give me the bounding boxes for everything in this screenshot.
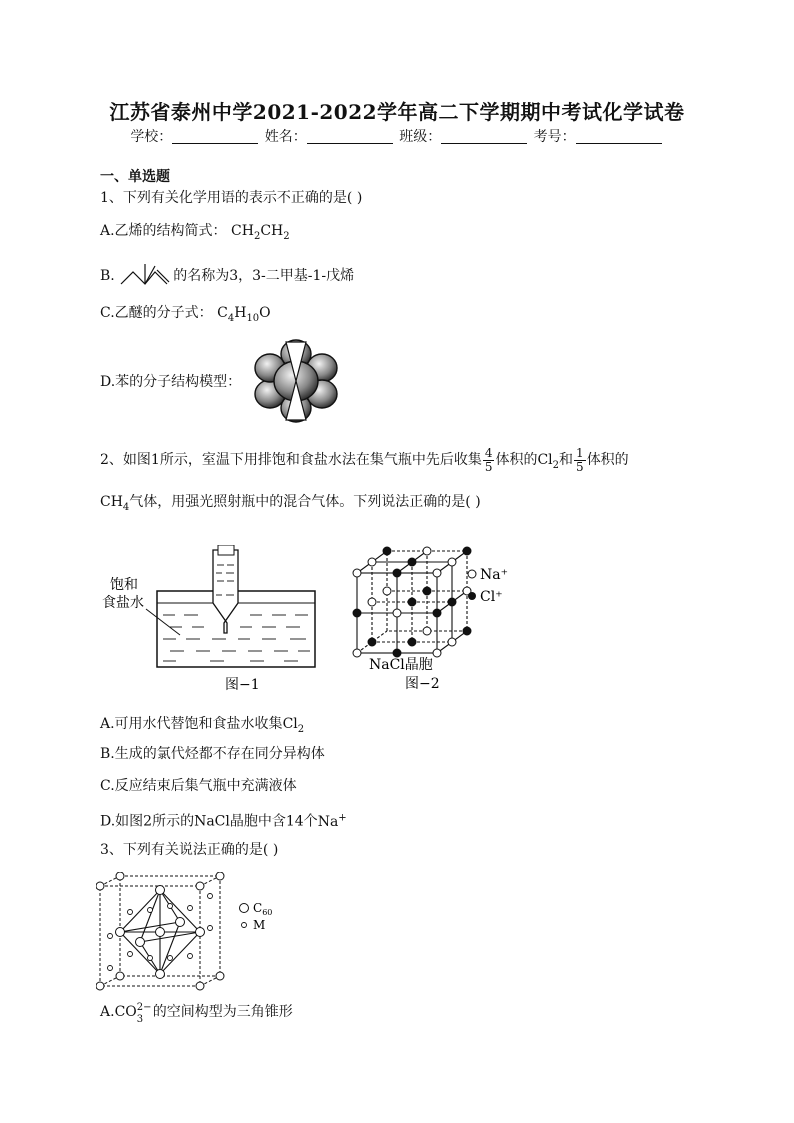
chlorine-formula: $Cl_2$	[537, 452, 560, 471]
class-label: 班级：	[399, 129, 442, 145]
benzene-model-icon	[250, 338, 342, 424]
exam-number-blank	[576, 129, 662, 144]
exam-title: 江苏省泰州中学2021-2022学年高二下学期期中考试化学试卷	[109, 100, 685, 124]
q2-option-c: C.反应结束后集气瓶中充满液体	[100, 778, 297, 794]
q2-stem-line2: $CH_4$气体，用强光照射瓶中的混合气体。下列说法正确的是( )	[100, 494, 481, 513]
figure-2-nacl-cell	[345, 543, 520, 693]
class-blank	[441, 129, 527, 144]
q2-option-d: D.如图2所示的NaCl晶胞中含14个Na+	[100, 812, 347, 830]
cl-legend-label: Cl⁺	[480, 589, 503, 605]
q2-stem-line1: 2、如图1所示，室温下用排饱和食盐水法在集气瓶中先后收集 $\frac{4}{5}$ 体积的$Cl_2$和 $\frac{1}{5}$ 体积的	[100, 445, 629, 474]
name-blank	[307, 129, 393, 144]
ether-formula: $C_4H_{10}O$	[217, 305, 271, 324]
q1-option-d: D.苯的分子结构模型：	[100, 374, 242, 390]
figure-1-gas-collection	[100, 545, 325, 695]
school-blank	[172, 129, 258, 144]
fig1-label-line1: 饱和	[110, 577, 138, 593]
fig1-label-line2: 食盐水	[102, 595, 144, 611]
carbonate-ion: CO 2− 3	[114, 1002, 152, 1025]
fraction-one-fifth: $\frac{1}{5}$	[576, 445, 584, 474]
q1-stem: 1、下列有关化学用语的表示不正确的是( )	[100, 190, 363, 206]
fraction-four-fifths: $\frac{4}{5}$	[484, 445, 493, 474]
sodium-ion: Na+	[317, 812, 347, 830]
q2-option-a: A.可用水代替饱和食盐水收集$Cl_2$	[100, 716, 305, 735]
na-legend-label: Na⁺	[480, 567, 508, 583]
m-legend-marker	[242, 923, 247, 928]
q1-option-a: A.乙烯的结构简式： $CH_2CH_2$	[100, 223, 290, 242]
fig2-label: NaCl晶胞	[369, 657, 433, 673]
q3-crystal-structure	[96, 872, 286, 992]
chlorine-formula-a: $Cl_2$	[282, 716, 305, 735]
q2-option-b: B.生成的氯代烃都不存在同分异构体	[100, 746, 325, 762]
skeletal-structure-icon	[119, 262, 173, 288]
q3-option-a: A.CO 2− 3 的空间构型为三角锥形	[100, 1002, 293, 1025]
c60-legend-marker	[240, 904, 249, 913]
section-title: 一、单选题	[100, 169, 170, 185]
na-legend-marker	[468, 570, 476, 578]
ethylene-formula: $CH_2CH_2$	[231, 223, 290, 242]
m-legend-label: M	[253, 918, 266, 932]
q3-stem: 3、下列有关说法正确的是( )	[100, 842, 279, 858]
cl-legend-marker	[468, 592, 476, 600]
name-label: 姓名：	[264, 129, 307, 145]
fig2-caption: 图−2	[405, 676, 440, 692]
fig1-caption: 图−1	[225, 677, 260, 693]
student-info-line	[0, 126, 794, 146]
school-label: 学校：	[130, 129, 173, 145]
q1-option-b: B. 的名称为3，3-二甲基-1-戊烯	[100, 262, 354, 288]
methane-formula: $CH_4$	[100, 494, 130, 513]
exam-number-label: 考号：	[533, 129, 576, 145]
c60-legend-label: $C_{60}$	[253, 901, 273, 917]
q1-option-c: C.乙醚的分子式： $C_4H_{10}O$	[100, 305, 271, 324]
